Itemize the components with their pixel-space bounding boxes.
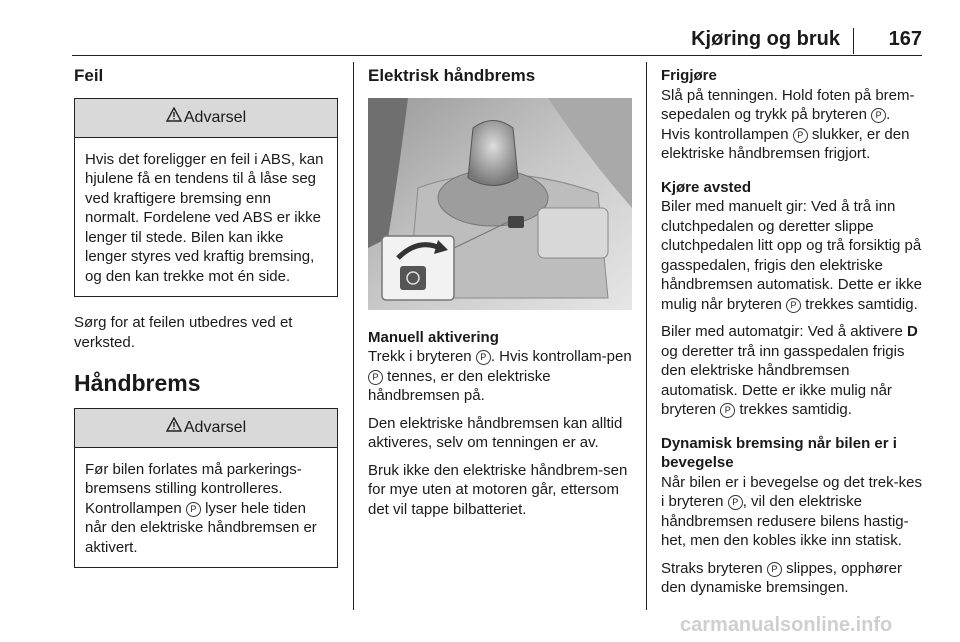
text-part: , vil den elektriske håndbremsen redusere bilens hastig-het, men den kobles ikke inn statisk. bbox=[661, 493, 909, 549]
header-separator bbox=[853, 28, 854, 54]
column-divider bbox=[646, 62, 647, 610]
manuell-heading: Manuell aktivering bbox=[368, 328, 499, 346]
parking-lamp-icon: P bbox=[186, 502, 201, 517]
elektrisk-handbrems-heading: Elektrisk håndbrems bbox=[368, 66, 536, 85]
paragraph bbox=[661, 86, 927, 125]
text-part: slukker, er den elektriske håndbremsen frigjort. bbox=[661, 125, 910, 162]
dynamisk-heading: Dynamisk bremsing når bilen er i bevegelse bbox=[661, 434, 897, 471]
frigjore-heading: Frigjøre bbox=[661, 67, 717, 84]
warning-text: Hvis det foreligger en feil i ABS, kan hjulene få en tendens til å låse seg ved kraftigere bremsing enn normalt. Fordelene ved ABS er ikke lenger til stede. Bilen kan ikke lenger styres ved kraftig bremsing, og den kan trekke mot én side. bbox=[85, 150, 324, 285]
text-part: Slå på tenningen. Hold foten på brem-sepedalen og trykk på bryteren bbox=[661, 86, 915, 123]
warning-text-part: lyser hele tiden når den elektriske håndbremsen er aktivert. bbox=[85, 499, 317, 556]
parking-lamp-icon: P bbox=[368, 370, 383, 385]
warning-header bbox=[75, 99, 337, 138]
handbrems-heading: Håndbrems bbox=[74, 370, 201, 396]
kjore-heading: Kjøre avsted bbox=[661, 178, 752, 196]
paragraph bbox=[661, 473, 927, 551]
text-part: . bbox=[886, 106, 891, 123]
warning-box-abs bbox=[74, 98, 338, 298]
text-part: trekkes samtidig. bbox=[739, 401, 852, 418]
warning-triangle-icon bbox=[166, 409, 182, 447]
paragraph bbox=[661, 559, 927, 598]
parking-switch-icon: P bbox=[720, 403, 735, 418]
column-2 bbox=[368, 62, 632, 527]
page-header bbox=[72, 28, 922, 54]
text-part: Når bilen er i bevegelse og det trek-kes i bryteren bbox=[661, 473, 922, 510]
text-part: og deretter trå inn gasspedalen frigis den elektriske håndbremsen automatisk. Dette er ikke mulig når bryteren bbox=[661, 342, 905, 418]
text-part: Hvis kontrollampen bbox=[661, 125, 789, 143]
feil-text: Sørg for at feilen utbedres ved et verksted. bbox=[74, 314, 293, 351]
text-part: slippes, opphører den dynamiske bremsingen. bbox=[661, 559, 902, 596]
text-part: Biler med automatgir: Ved å aktivere bbox=[661, 323, 903, 340]
gear-d-label: D bbox=[906, 323, 918, 340]
column-3 bbox=[661, 62, 927, 606]
text-part: trekkes samtidig. bbox=[805, 295, 918, 313]
parking-switch-icon: P bbox=[786, 298, 801, 313]
parking-lamp-icon: P bbox=[793, 128, 808, 143]
warning-title: Advarsel bbox=[183, 418, 247, 436]
warning-text bbox=[75, 448, 337, 568]
page-number: 167 bbox=[888, 28, 922, 50]
paragraph bbox=[661, 125, 927, 164]
text-part: Trekk i bryteren bbox=[368, 348, 472, 365]
text-part: . Hvis kontrollam-pen bbox=[490, 348, 632, 365]
paragraph: Bruk ikke den elektriske håndbrem-sen for mye uten at motoren går, ettersom det vil tappe bilbatteriet. bbox=[368, 461, 628, 518]
center-console-photo bbox=[368, 98, 632, 310]
parking-switch-icon: P bbox=[767, 562, 782, 577]
parking-switch-icon: P bbox=[728, 495, 743, 510]
text-part: Straks bryteren bbox=[661, 559, 763, 577]
column-divider bbox=[353, 62, 354, 610]
parking-switch-icon: P bbox=[476, 350, 491, 365]
warning-box-handbrems bbox=[74, 408, 338, 569]
header-title: Kjøring og bruk bbox=[691, 28, 840, 50]
text-part: Biler med manuelt gir: Ved å trå inn clutchpedalen og deretter slippe clutchpedalen litt opp og trå forsiktig på gasspedalen, frigis den elektriske håndbremsen automatisk. Dette er ikke mulig når bryteren bbox=[661, 198, 922, 313]
warning-title: Advarsel bbox=[183, 108, 247, 126]
column-1 bbox=[74, 62, 338, 584]
paragraph bbox=[661, 322, 927, 420]
paragraph: Den elektriske håndbremsen kan alltid aktiveres, selv om tenningen er av. bbox=[368, 414, 623, 451]
warning-triangle-icon bbox=[166, 99, 182, 137]
parking-switch-icon: P bbox=[871, 108, 886, 123]
paragraph bbox=[661, 197, 927, 314]
text-part: tennes, er den elektriske håndbremsen på. bbox=[368, 367, 551, 404]
manuell-text bbox=[368, 347, 632, 406]
watermark: carmanualsonline.info bbox=[680, 614, 893, 636]
warning-header bbox=[75, 409, 337, 448]
header-rule bbox=[72, 55, 922, 56]
feil-heading: Feil bbox=[74, 66, 104, 85]
warning-text-part: Før bilen forlates må parkerings-bremsens stilling kontrolleres. Kontrollampen bbox=[85, 460, 302, 517]
